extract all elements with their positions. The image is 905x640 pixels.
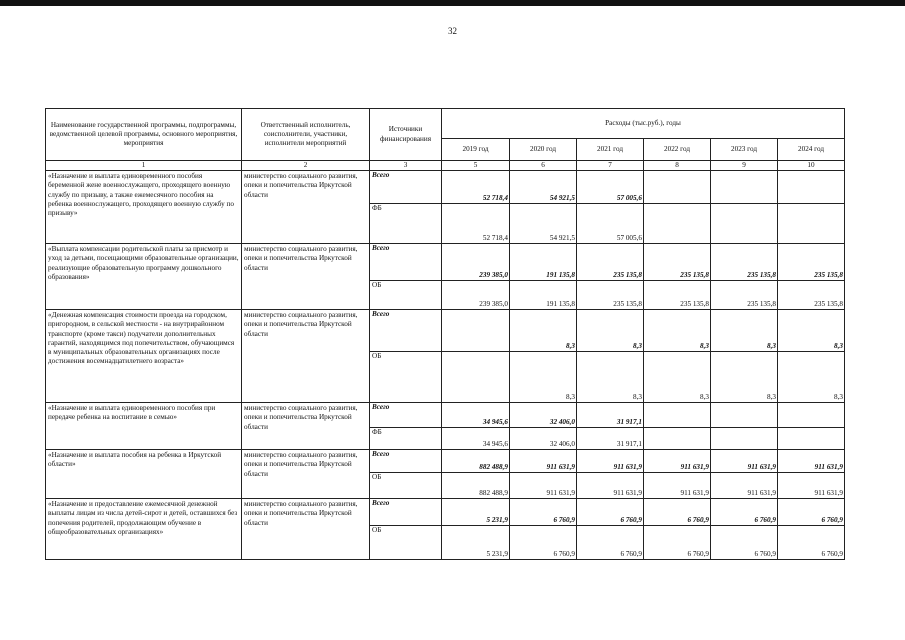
responsible-executor: министерство социального развития, опеки и попечительства Иркутской области	[242, 310, 370, 403]
activity-name: «Назначение и выплата единовременного пособия беременной жене военнослужащего, проходящего военную службу по призыву, а также ежемесячного пособия на ребенка военнослужащего, проходящего военную службу по призыву»	[46, 171, 242, 244]
funding-source-budget: ОБ	[370, 352, 442, 403]
total-value: 6 760,9	[510, 499, 577, 526]
total-value: 911 631,9	[577, 450, 644, 473]
funding-source-budget: ОБ	[370, 473, 442, 499]
activity-name: «Денежная компенсация стоимости проезда на городском, пригородном, в сельской местности - на внутрирайонном транспорте (кроме такси) подучатели дополнительных гарантий, находящимся под попечительством, обучающимся в муниципальных образовательных организациях после достижения восемнадцатилетнего возраста»	[46, 310, 242, 403]
total-value: 6 760,9	[711, 499, 778, 526]
total-value: 57 005,6	[577, 171, 644, 204]
column-number: 10	[778, 161, 845, 171]
header-year: 2019 год	[442, 139, 510, 161]
total-value: 191 135,8	[510, 244, 577, 281]
header-responsible: Ответственный исполнитель, соисполнители, участники, исполнители мероприятий	[242, 109, 370, 161]
total-value	[778, 171, 845, 204]
activity-name: «Выплата компенсации родительской платы за присмотр и уход за детьми, посещающими образовательные организации, реализующие образовательную программу дошкольного образования»	[46, 244, 242, 310]
column-number: 3	[370, 161, 442, 171]
header-year: 2024 год	[778, 139, 845, 161]
budget-value	[442, 352, 510, 403]
budget-value: 911 631,9	[644, 473, 711, 499]
table-row	[46, 499, 845, 526]
budget-value	[644, 428, 711, 450]
funding-source-budget: ФБ	[370, 428, 442, 450]
total-value	[711, 171, 778, 204]
budget-value: 8,3	[577, 352, 644, 403]
responsible-executor: министерство социального развития, опеки и попечительства Иркутской области	[242, 450, 370, 499]
budget-value: 6 760,9	[510, 526, 577, 560]
total-value	[778, 403, 845, 428]
budget-value	[711, 428, 778, 450]
page-number: 32	[448, 26, 457, 36]
budget-value: 52 718,4	[442, 204, 510, 244]
funding-source-total: Всего	[370, 310, 442, 352]
budget-value: 6 760,9	[644, 526, 711, 560]
budget-value: 5 231,9	[442, 526, 510, 560]
budget-value: 911 631,9	[778, 473, 845, 499]
total-value	[711, 403, 778, 428]
column-number: 9	[711, 161, 778, 171]
budget-value	[778, 204, 845, 244]
budget-value: 32 406,0	[510, 428, 577, 450]
total-value: 32 406,0	[510, 403, 577, 428]
total-value: 911 631,9	[644, 450, 711, 473]
expenses-table	[45, 108, 845, 560]
budget-value	[711, 204, 778, 244]
funding-source-budget: ФБ	[370, 204, 442, 244]
total-value: 34 945,6	[442, 403, 510, 428]
total-value: 6 760,9	[577, 499, 644, 526]
budget-value: 8,3	[644, 352, 711, 403]
header-source: Источники финансирования	[370, 109, 442, 161]
total-value: 911 631,9	[510, 450, 577, 473]
activity-name: «Назначение и выплата единовременного пособия при передаче ребенка на воспитание в семью»	[46, 403, 242, 450]
funding-source-budget: ОБ	[370, 281, 442, 310]
header-year: 2020 год	[510, 139, 577, 161]
funding-source-budget: ОБ	[370, 526, 442, 560]
budget-value: 6 760,9	[577, 526, 644, 560]
responsible-executor: министерство социального развития, опеки и попечительства Иркутской области	[242, 244, 370, 310]
budget-value: 235 135,8	[577, 281, 644, 310]
activity-name: «Назначение и предоставление ежемесячной денежной выплаты лицам из числа детей-сирот и детей, оставшихся без попечения родителей, продолжающим обучение в общеобразовательных организациях»	[46, 499, 242, 560]
responsible-executor: министерство социального развития, опеки и попечительства Иркутской области	[242, 403, 370, 450]
budget-value: 34 945,6	[442, 428, 510, 450]
table-row	[46, 403, 845, 428]
header-year: 2023 год	[711, 139, 778, 161]
funding-source-total: Всего	[370, 244, 442, 281]
header-expenses: Расходы (тыс.руб.), годы	[442, 109, 845, 139]
budget-value: 8,3	[711, 352, 778, 403]
total-value: 882 488,9	[442, 450, 510, 473]
budget-value: 235 135,8	[778, 281, 845, 310]
budget-value	[778, 428, 845, 450]
column-number: 5	[442, 161, 510, 171]
total-value: 911 631,9	[778, 450, 845, 473]
total-value: 6 760,9	[778, 499, 845, 526]
budget-value: 57 005,6	[577, 204, 644, 244]
activity-name: «Назначение и выплата пособия на ребенка в Иркутской области»	[46, 450, 242, 499]
total-value: 235 135,8	[644, 244, 711, 281]
header-year: 2022 год	[644, 139, 711, 161]
column-number: 2	[242, 161, 370, 171]
table-row	[46, 244, 845, 281]
budget-value: 54 921,5	[510, 204, 577, 244]
total-value: 31 917,1	[577, 403, 644, 428]
total-value: 8,3	[510, 310, 577, 352]
header-year: 2021 год	[577, 139, 644, 161]
total-value: 8,3	[577, 310, 644, 352]
budget-value: 911 631,9	[711, 473, 778, 499]
budget-value: 191 135,8	[510, 281, 577, 310]
budget-value	[644, 204, 711, 244]
budget-value: 6 760,9	[711, 526, 778, 560]
total-value	[442, 310, 510, 352]
total-value: 8,3	[711, 310, 778, 352]
budget-value: 235 135,8	[711, 281, 778, 310]
total-value: 235 135,8	[778, 244, 845, 281]
scan-top-border	[0, 0, 905, 6]
column-number: 1	[46, 161, 242, 171]
funding-source-total: Всего	[370, 403, 442, 428]
column-number: 8	[644, 161, 711, 171]
total-value: 54 921,5	[510, 171, 577, 204]
total-value: 52 718,4	[442, 171, 510, 204]
budget-value: 8,3	[510, 352, 577, 403]
responsible-executor: министерство социального развития, опеки и попечительства Иркутской области	[242, 499, 370, 560]
responsible-executor: министерство социального развития, опеки и попечительства Иркутской области	[242, 171, 370, 244]
funding-source-total: Всего	[370, 450, 442, 473]
total-value	[644, 403, 711, 428]
total-value: 5 231,9	[442, 499, 510, 526]
budget-value: 882 488,9	[442, 473, 510, 499]
total-value: 6 760,9	[644, 499, 711, 526]
table-row	[46, 171, 845, 204]
budget-value: 31 917,1	[577, 428, 644, 450]
total-value	[644, 171, 711, 204]
budget-value: 235 135,8	[644, 281, 711, 310]
table-row	[46, 450, 845, 473]
total-value: 235 135,8	[711, 244, 778, 281]
column-number: 7	[577, 161, 644, 171]
total-value: 911 631,9	[711, 450, 778, 473]
budget-value: 239 385,0	[442, 281, 510, 310]
column-number: 6	[510, 161, 577, 171]
table-body	[46, 171, 845, 560]
budget-value: 911 631,9	[510, 473, 577, 499]
total-value: 239 385,0	[442, 244, 510, 281]
funding-source-total: Всего	[370, 499, 442, 526]
header-name: Наименование государственной программы, подпрограммы, ведомственной целевой программы, основного мероприятия, мероприятия	[46, 109, 242, 161]
total-value: 235 135,8	[577, 244, 644, 281]
total-value: 8,3	[644, 310, 711, 352]
total-value: 8,3	[778, 310, 845, 352]
table-row	[46, 310, 845, 352]
budget-value: 8,3	[778, 352, 845, 403]
funding-source-total: Всего	[370, 171, 442, 204]
budget-value: 911 631,9	[577, 473, 644, 499]
budget-value: 6 760,9	[778, 526, 845, 560]
